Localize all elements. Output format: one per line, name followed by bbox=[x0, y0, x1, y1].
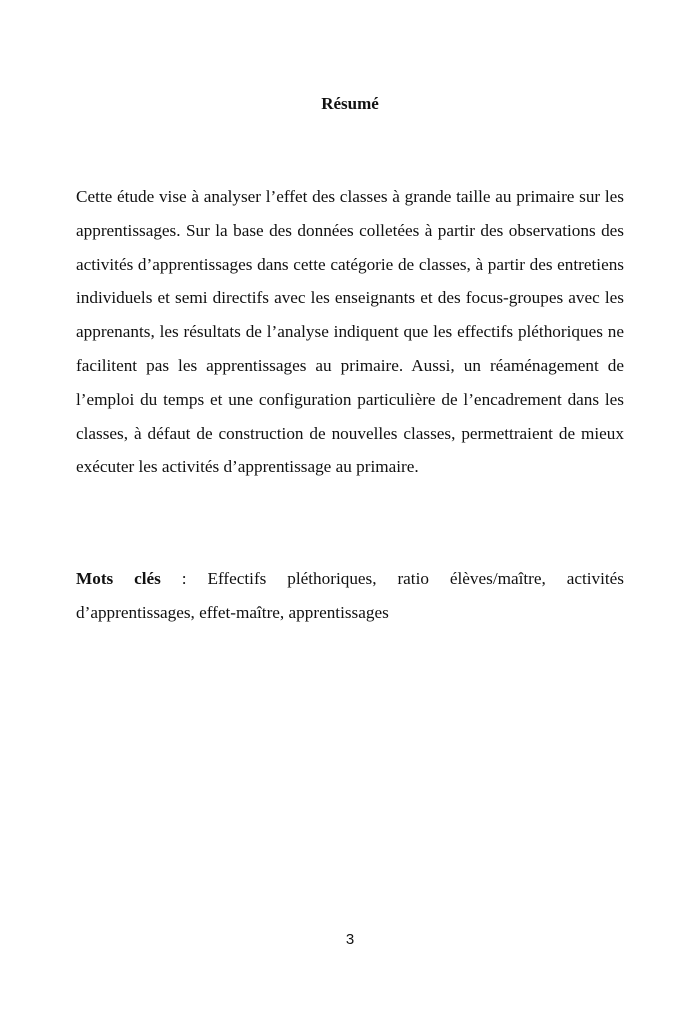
page-title: Résumé bbox=[321, 94, 379, 113]
keywords-paragraph bbox=[76, 562, 624, 630]
page-number: 3 bbox=[345, 931, 355, 948]
keywords-separator: : bbox=[160, 569, 208, 588]
abstract-paragraph: Cette étude vise à analyser l’effet des classes à grande taille au primaire sur les apprentissages. Sur la base des données colletées à partir des observations des activités d’apprentissages dans cette catégorie de classes, à partir des entretiens individuels et semi directifs avec les enseignants et des focus-groupes avec les apprenants, les résultats de l’analyse indiquent que les effectifs pléthoriques ne facilitent pas les apprentissages au primaire. Aussi, un réaménagement de l’emploi du temps et une configuration particulière de l’encadrement dans les classes, à défaut de construction de nouvelles classes, permettraient de mieux exécuter les activités d’apprentissage au primaire. bbox=[76, 187, 624, 477]
keywords-list: Effectifs pléthoriques, ratio élèves/maître, activités d’apprentissages, effet-maître, apprentissages bbox=[76, 569, 624, 622]
keywords-label: Mots clés bbox=[76, 569, 161, 588]
